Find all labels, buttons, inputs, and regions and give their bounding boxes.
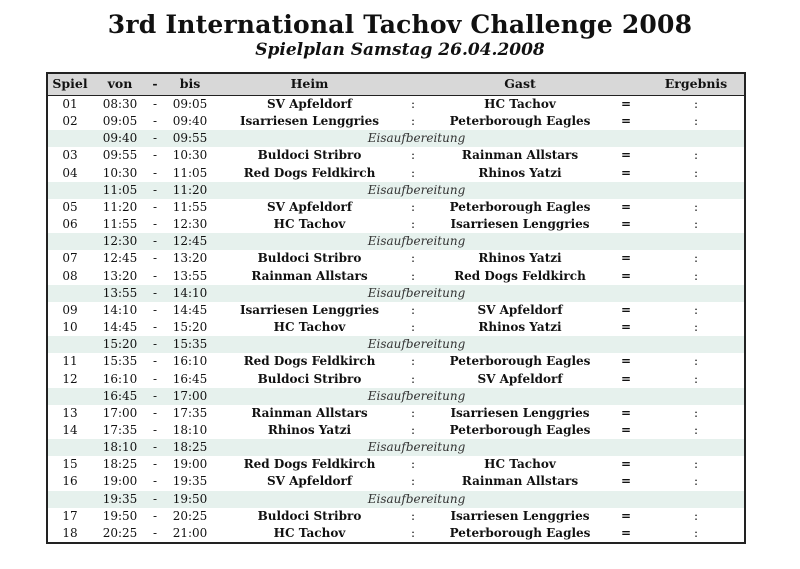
start-time: 18:10: [102, 440, 138, 455]
game-number: 05: [62, 199, 78, 214]
end-time: 13:20: [172, 251, 208, 266]
away-team: Peterborough Eagles: [449, 422, 591, 437]
start-time: 08:30: [102, 97, 138, 111]
away-team: SV Apfeldorf: [477, 302, 563, 317]
time-dash: -: [152, 405, 158, 420]
game-number: 04: [62, 165, 78, 180]
header-von: von: [107, 76, 133, 91]
end-time: 19:00: [172, 457, 208, 472]
time-dash: -: [152, 234, 158, 249]
ice-resurfacing-label: Eisaufbereitung: [367, 182, 466, 197]
end-time: 11:20: [172, 182, 208, 197]
result-cell: :: [693, 97, 699, 111]
equals-mark: =: [620, 405, 632, 420]
start-time: 11:55: [102, 217, 138, 232]
end-time: 14:45: [172, 302, 208, 317]
start-time: 16:45: [102, 388, 138, 403]
home-team: Red Dogs Feldkirch: [243, 354, 376, 369]
team-separator: :: [410, 268, 416, 283]
header-bis: bis: [179, 76, 201, 91]
result-cell: :: [693, 354, 699, 369]
game-number: 18: [62, 525, 78, 540]
game-row: [48, 473, 744, 490]
equals-mark: =: [620, 199, 632, 214]
equals-mark: =: [620, 268, 632, 283]
ice-resurfacing-label: Eisaufbereitung: [367, 337, 466, 352]
game-row: [48, 405, 744, 422]
time-dash: -: [152, 337, 158, 352]
result-cell: :: [693, 251, 699, 266]
ice-resurfacing-row: [48, 388, 744, 405]
schedule-table: [46, 72, 746, 544]
ice-resurfacing-row: [48, 285, 744, 302]
away-team: Peterborough Eagles: [449, 199, 591, 214]
time-dash: -: [152, 114, 158, 129]
game-number: 16: [62, 474, 78, 489]
equals-mark: =: [620, 302, 632, 317]
team-separator: :: [410, 217, 416, 232]
start-time: 14:45: [102, 320, 138, 335]
equals-mark: =: [620, 525, 632, 540]
equals-mark: =: [620, 508, 632, 523]
home-team: Rainman Allstars: [251, 268, 368, 283]
time-dash: -: [152, 371, 158, 386]
away-team: Rhinos Yatzi: [478, 320, 562, 335]
end-time: 12:45: [172, 234, 208, 249]
home-team: HC Tachov: [273, 217, 346, 232]
time-dash: -: [152, 457, 158, 472]
end-time: 18:10: [172, 422, 208, 437]
home-team: SV Apfeldorf: [266, 97, 353, 111]
home-team: Red Dogs Feldkirch: [243, 457, 376, 472]
result-cell: :: [693, 457, 699, 472]
result-cell: :: [693, 474, 699, 489]
game-row: [48, 319, 744, 336]
equals-mark: =: [620, 354, 632, 369]
away-team: Peterborough Eagles: [449, 354, 591, 369]
away-team: HC Tachov: [484, 457, 556, 472]
end-time: 10:30: [172, 148, 208, 163]
team-separator: :: [410, 302, 416, 317]
team-separator: :: [410, 199, 416, 214]
team-separator: :: [410, 508, 416, 523]
time-dash: -: [152, 302, 158, 317]
game-row: [48, 250, 744, 267]
team-separator: :: [410, 320, 416, 335]
end-time: 17:00: [172, 388, 208, 403]
away-team: Rainman Allstars: [461, 148, 579, 163]
away-team: Isarriesen Lenggries: [450, 405, 590, 420]
result-cell: :: [693, 165, 699, 180]
time-dash: -: [152, 165, 158, 180]
team-separator: :: [410, 354, 416, 369]
game-number: 13: [62, 405, 78, 420]
header-ergebnis: Ergebnis: [664, 76, 728, 91]
equals-mark: =: [620, 457, 632, 472]
equals-mark: =: [620, 165, 632, 180]
result-cell: :: [693, 217, 699, 232]
home-team: Rainman Allstars: [251, 405, 368, 420]
away-team: Peterborough Eagles: [449, 525, 591, 540]
start-time: 11:20: [102, 199, 138, 214]
away-team: Rhinos Yatzi: [478, 251, 562, 266]
time-dash: -: [152, 199, 158, 214]
game-number: 06: [62, 217, 78, 232]
team-separator: :: [410, 422, 416, 437]
team-separator: :: [410, 525, 416, 540]
game-number: 10: [62, 320, 78, 335]
equals-mark: =: [620, 474, 632, 489]
game-row: [48, 96, 744, 113]
equals-mark: =: [620, 97, 632, 111]
result-cell: :: [693, 114, 699, 129]
game-row: [48, 422, 744, 439]
team-separator: :: [410, 97, 416, 111]
header-heim: Heim: [290, 76, 329, 91]
game-number: 12: [62, 371, 78, 386]
start-time: 13:20: [102, 268, 138, 283]
end-time: 09:55: [172, 131, 208, 146]
equals-mark: =: [620, 371, 632, 386]
ice-resurfacing-label: Eisaufbereitung: [367, 440, 466, 455]
game-number: 08: [62, 268, 78, 283]
end-time: 19:35: [172, 474, 208, 489]
game-row: [48, 525, 744, 542]
start-time: 19:35: [102, 491, 138, 506]
start-time: 20:25: [102, 525, 138, 540]
table-header: [48, 74, 744, 96]
result-cell: :: [693, 302, 699, 317]
start-time: 09:55: [102, 148, 138, 163]
game-number: 07: [62, 251, 78, 266]
game-number: 11: [62, 354, 78, 369]
result-cell: :: [693, 371, 699, 386]
time-dash: -: [152, 422, 158, 437]
game-row: [48, 199, 744, 216]
game-row: [48, 371, 744, 388]
game-row: [48, 165, 744, 182]
away-team: Red Dogs Feldkirch: [454, 268, 586, 283]
time-dash: -: [152, 388, 158, 403]
end-time: 21:00: [172, 525, 208, 540]
ice-resurfacing-row: [48, 491, 744, 508]
result-cell: :: [693, 199, 699, 214]
away-team: Rainman Allstars: [461, 474, 579, 489]
end-time: 11:05: [172, 165, 208, 180]
start-time: 09:40: [102, 131, 138, 146]
ice-resurfacing-row: [48, 182, 744, 199]
time-dash: -: [152, 251, 158, 266]
game-row: [48, 302, 744, 319]
equals-mark: =: [620, 251, 632, 266]
result-cell: :: [693, 422, 699, 437]
home-team: Isarriesen Lenggries: [239, 114, 380, 129]
ice-resurfacing-label: Eisaufbereitung: [367, 234, 466, 249]
end-time: 20:25: [172, 508, 208, 523]
ice-resurfacing-label: Eisaufbereitung: [367, 285, 466, 300]
home-team: HC Tachov: [273, 320, 346, 335]
header-spiel: Spiel: [52, 76, 88, 91]
home-team: Buldoci Stribro: [257, 251, 362, 266]
home-team: Red Dogs Feldkirch: [243, 165, 376, 180]
home-team: Isarriesen Lenggries: [239, 302, 380, 317]
time-dash: -: [152, 268, 158, 283]
ice-resurfacing-row: [48, 130, 744, 147]
time-dash: -: [152, 97, 158, 111]
game-number: 09: [62, 302, 78, 317]
equals-mark: =: [620, 217, 632, 232]
game-number: 02: [62, 114, 78, 129]
end-time: 14:10: [172, 285, 208, 300]
home-team: Rhinos Yatzi: [267, 422, 352, 437]
start-time: 12:45: [102, 251, 138, 266]
result-cell: :: [693, 320, 699, 335]
header-dash: -: [152, 76, 158, 91]
away-team: HC Tachov: [484, 97, 556, 111]
equals-mark: =: [620, 422, 632, 437]
end-time: 17:35: [172, 405, 208, 420]
end-time: 13:55: [172, 268, 208, 283]
ice-resurfacing-row: [48, 439, 744, 456]
result-cell: :: [693, 405, 699, 420]
home-team: SV Apfeldorf: [266, 474, 353, 489]
start-time: 09:05: [102, 114, 138, 129]
team-separator: :: [410, 251, 416, 266]
start-time: 12:30: [102, 234, 138, 249]
team-separator: :: [410, 165, 416, 180]
home-team: Buldoci Stribro: [257, 148, 362, 163]
game-row: [48, 216, 744, 233]
time-dash: -: [152, 320, 158, 335]
game-number: 15: [62, 457, 78, 472]
end-time: 11:55: [172, 199, 208, 214]
table-body: [48, 96, 744, 542]
start-time: 17:35: [102, 422, 138, 437]
start-time: 10:30: [102, 165, 138, 180]
game-row: [48, 113, 744, 130]
time-dash: -: [152, 182, 158, 197]
game-number: 01: [62, 97, 78, 111]
home-team: SV Apfeldorf: [266, 199, 353, 214]
start-time: 14:10: [102, 302, 138, 317]
equals-mark: =: [620, 114, 632, 129]
start-time: 19:50: [102, 508, 138, 523]
start-time: 15:35: [102, 354, 138, 369]
team-separator: :: [410, 371, 416, 386]
equals-mark: =: [620, 320, 632, 335]
team-separator: :: [410, 148, 416, 163]
start-time: 19:00: [102, 474, 138, 489]
ice-resurfacing-label: Eisaufbereitung: [367, 491, 466, 506]
away-team: SV Apfeldorf: [477, 371, 563, 386]
away-team: Rhinos Yatzi: [478, 165, 562, 180]
time-dash: -: [152, 508, 158, 523]
start-time: 16:10: [102, 371, 138, 386]
team-separator: :: [410, 457, 416, 472]
time-dash: -: [152, 491, 158, 506]
result-cell: :: [693, 525, 699, 540]
start-time: 11:05: [102, 182, 138, 197]
game-row: [48, 268, 744, 285]
game-row: [48, 147, 744, 164]
game-row: [48, 456, 744, 473]
game-row: [48, 508, 744, 525]
home-team: Buldoci Stribro: [257, 371, 362, 386]
end-time: 15:35: [172, 337, 208, 352]
start-time: 18:25: [102, 457, 138, 472]
ice-resurfacing-row: [48, 233, 744, 250]
start-time: 17:00: [102, 405, 138, 420]
away-team: Isarriesen Lenggries: [450, 508, 590, 523]
time-dash: -: [152, 285, 158, 300]
time-dash: -: [152, 217, 158, 232]
game-row: [48, 353, 744, 370]
game-number: 03: [62, 148, 78, 163]
end-time: 19:50: [172, 491, 208, 506]
page-subtitle: Spielplan Samstag 26.04.2008: [255, 40, 545, 60]
team-separator: :: [410, 474, 416, 489]
ice-resurfacing-label: Eisaufbereitung: [367, 131, 466, 146]
game-number: 14: [62, 422, 78, 437]
header-gast: Gast: [504, 76, 536, 91]
result-cell: :: [693, 268, 699, 283]
start-time: 15:20: [102, 337, 138, 352]
result-cell: :: [693, 508, 699, 523]
away-team: Peterborough Eagles: [449, 114, 591, 129]
time-dash: -: [152, 148, 158, 163]
ice-resurfacing-row: [48, 336, 744, 353]
page-title: 3rd International Tachov Challenge 2008: [107, 10, 693, 39]
time-dash: -: [152, 131, 158, 146]
time-dash: -: [152, 525, 158, 540]
end-time: 09:40: [172, 114, 208, 129]
end-time: 18:25: [172, 440, 208, 455]
result-cell: :: [693, 148, 699, 163]
away-team: Isarriesen Lenggries: [450, 217, 590, 232]
time-dash: -: [152, 440, 158, 455]
home-team: HC Tachov: [273, 525, 346, 540]
home-team: Buldoci Stribro: [257, 508, 362, 523]
end-time: 15:20: [172, 320, 208, 335]
end-time: 16:45: [172, 371, 208, 386]
end-time: 16:10: [172, 354, 208, 369]
end-time: 09:05: [172, 97, 208, 111]
team-separator: :: [410, 405, 416, 420]
time-dash: -: [152, 354, 158, 369]
end-time: 12:30: [172, 217, 208, 232]
team-separator: :: [410, 114, 416, 129]
game-number: 17: [62, 508, 78, 523]
start-time: 13:55: [102, 285, 138, 300]
time-dash: -: [152, 474, 158, 489]
equals-mark: =: [620, 148, 632, 163]
ice-resurfacing-label: Eisaufbereitung: [367, 388, 466, 403]
